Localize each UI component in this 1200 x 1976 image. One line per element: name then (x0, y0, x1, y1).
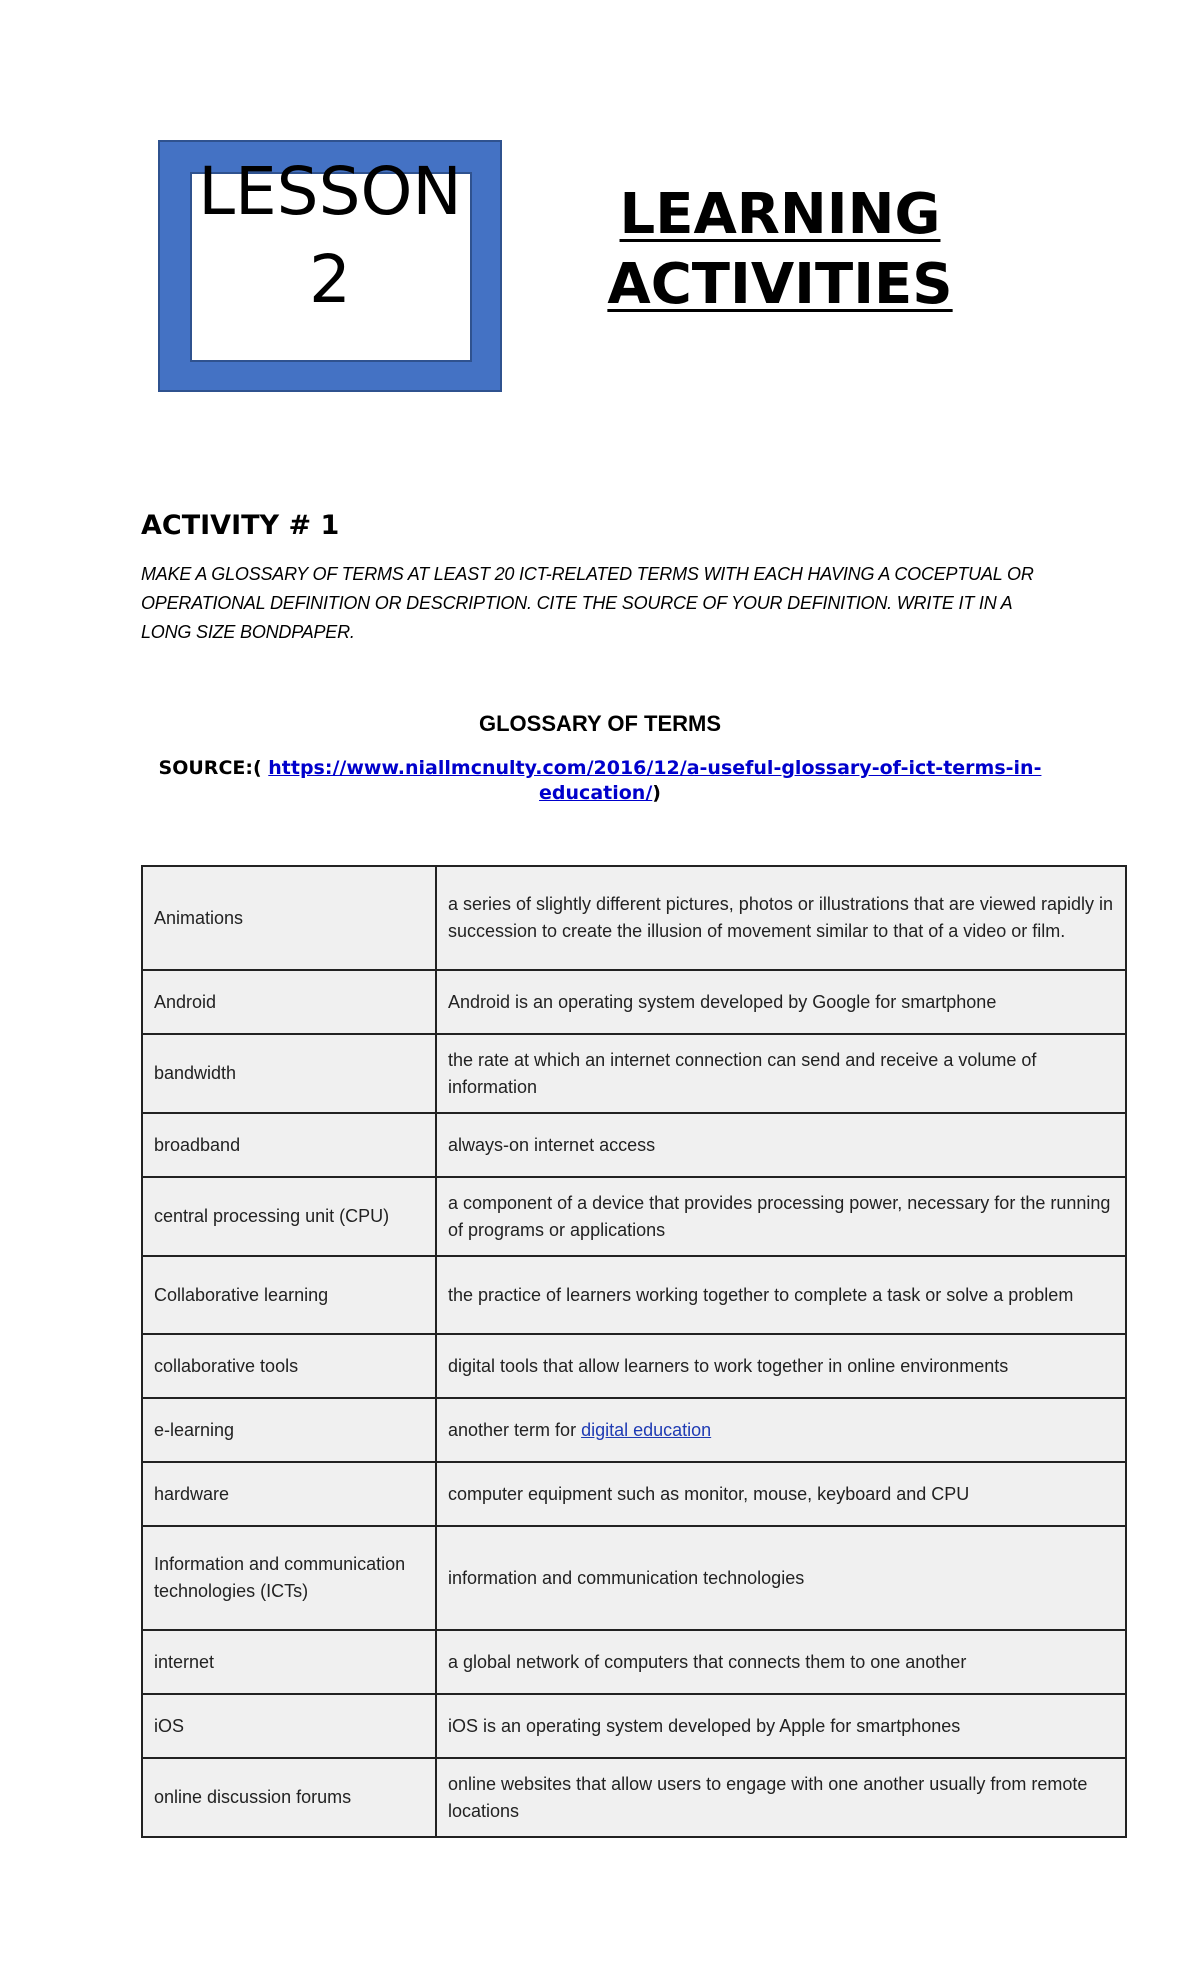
glossary-table (141, 865, 1127, 1838)
definition-prefix: another term for (448, 1419, 582, 1440)
table-row (142, 1398, 1126, 1462)
term-cell: Collaborative learning (142, 1256, 436, 1334)
definition-cell: Android is an operating system developed by Google for smartphone (436, 970, 1126, 1034)
term-cell: central processing unit (CPU) (142, 1177, 436, 1256)
source-prefix: SOURCE:( (158, 757, 269, 779)
term-cell: online discussion forums (142, 1758, 436, 1837)
lesson-label (158, 148, 502, 324)
table-row (142, 1034, 1126, 1113)
table-row (142, 866, 1126, 970)
table-row (142, 1177, 1126, 1256)
term-cell: iOS (142, 1694, 436, 1758)
lesson-label-line1: LESSON (198, 153, 462, 230)
table-row (142, 1462, 1126, 1526)
definition-cell: a global network of computers that connects them to one another (436, 1630, 1126, 1694)
definition-cell: digital tools that allow learners to work together in online environments (436, 1334, 1126, 1398)
table-row (142, 1694, 1126, 1758)
definition-cell: computer equipment such as monitor, mouse, keyboard and CPU (436, 1462, 1126, 1526)
definition-cell: always-on internet access (436, 1113, 1126, 1177)
term-cell: Android (142, 970, 436, 1034)
term-cell: broadband (142, 1113, 436, 1177)
term-cell: Information and communication technologies (ICTs) (142, 1526, 436, 1630)
table-row (142, 1758, 1126, 1837)
glossary-heading: GLOSSARY OF TERMS (478, 711, 722, 736)
table-row (142, 1334, 1126, 1398)
table-row (142, 970, 1126, 1034)
term-cell: bandwidth (142, 1034, 436, 1113)
definition-cell: information and communication technologies (436, 1526, 1126, 1630)
page-title-line1: LEARNING (619, 182, 941, 247)
definition-cell (436, 1398, 1126, 1462)
definition-cell: a component of a device that provides processing power, necessary for the running of programs or applications (436, 1177, 1126, 1256)
page-title-line2: ACTIVITIES (607, 252, 953, 317)
table-row (142, 1526, 1126, 1630)
page-title (560, 180, 1000, 320)
term-cell: Animations (142, 866, 436, 970)
term-cell: collaborative tools (142, 1334, 436, 1398)
table-row (142, 1256, 1126, 1334)
term-cell: e-learning (142, 1398, 436, 1462)
table-row (142, 1113, 1126, 1177)
definition-cell: the rate at which an internet connection can send and receive a volume of information (436, 1034, 1126, 1113)
term-cell: internet (142, 1630, 436, 1694)
source-link[interactable]: https://www.niallmcnulty.com/2016/12/a-useful-glossary-of-ict-terms-in-education/ (268, 757, 1042, 804)
definition-cell: a series of slightly different pictures, photos or illustrations that are viewed rapidly in succession to create the illusion of movement similar to that of a video or film. (436, 866, 1126, 970)
table-row (142, 1630, 1126, 1694)
definition-cell: iOS is an operating system developed by Apple for smartphones (436, 1694, 1126, 1758)
lesson-label-line2: 2 (309, 241, 351, 318)
activity-heading: ACTIVITY # 1 (141, 510, 340, 541)
activity-instructions: MAKE A GLOSSARY OF TERMS AT LEAST 20 ICT-RELATED TERMS WITH EACH HAVING A COCEPTUAL OR OPERATIONAL DEFINITION OR DESCRIPTION. CITE THE SOURCE OF YOUR DEFINITION. WRITE IT IN A LONG SIZE BONDPAPER. (141, 564, 1034, 642)
digital-education-link[interactable]: digital education (581, 1419, 712, 1440)
definition-cell: online websites that allow users to engage with one another usually from remote locations (436, 1758, 1126, 1837)
source-citation (140, 756, 1060, 806)
term-cell: hardware (142, 1462, 436, 1526)
source-suffix: ) (652, 782, 661, 804)
definition-cell: the practice of learners working together to complete a task or solve a problem (436, 1256, 1126, 1334)
